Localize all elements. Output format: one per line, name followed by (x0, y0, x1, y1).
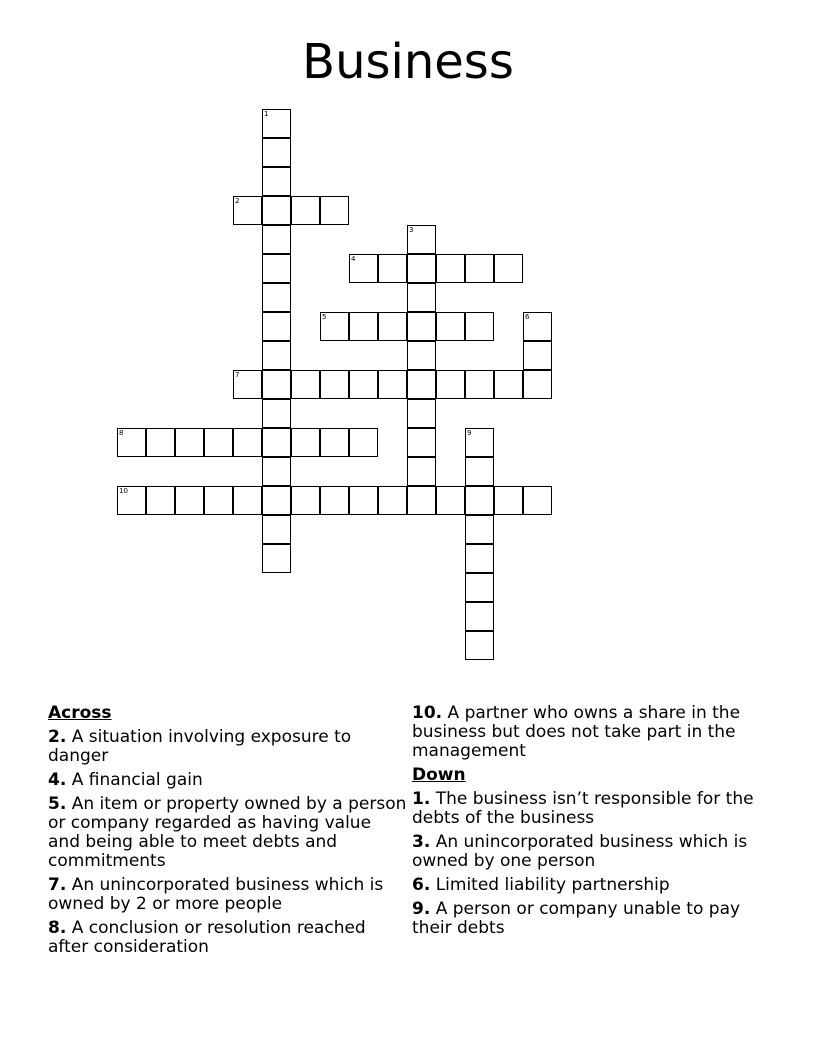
grid-cell[interactable] (320, 370, 349, 399)
clue-down-9 (412, 900, 764, 938)
cell-number: 10 (119, 487, 128, 495)
grid-cell[interactable] (146, 486, 175, 515)
cell-number: 1 (264, 110, 269, 118)
grid-cell[interactable] (204, 428, 233, 457)
clue-across-5 (48, 795, 408, 871)
grid-cell[interactable] (117, 428, 146, 457)
grid-cell[interactable] (378, 370, 407, 399)
clue-number: 3. (412, 832, 431, 852)
clue-text: A partner who owns a share in the business but does not take part in the management (412, 703, 741, 761)
grid-cell[interactable] (233, 486, 262, 515)
grid-cell[interactable] (175, 486, 204, 515)
cell-number: 4 (351, 255, 356, 263)
grid-cell[interactable] (262, 196, 291, 225)
grid-cell[interactable] (291, 370, 320, 399)
grid-cell[interactable] (494, 370, 523, 399)
grid-cell[interactable] (262, 167, 291, 196)
clue-text: An unincorporated business which is owned by one person (412, 832, 748, 871)
clue-text: Limited liability partnership (435, 875, 670, 895)
grid-cell[interactable] (349, 486, 378, 515)
down-heading: Down (412, 765, 466, 785)
grid-cell[interactable] (465, 312, 494, 341)
grid-cell[interactable] (465, 544, 494, 573)
clue-text: An item or property owned by a person or company regarded as having value and being able to meet debts and commitments (48, 794, 407, 871)
grid-cell[interactable] (146, 428, 175, 457)
grid-cell[interactable] (494, 486, 523, 515)
grid-cell[interactable] (465, 602, 494, 631)
clues-right-column (412, 704, 764, 943)
clue-number: 6. (412, 875, 431, 895)
clue-down-3 (412, 833, 764, 871)
clue-text: The business isn’t responsible for the debts of the business (412, 789, 754, 828)
grid-cell[interactable] (262, 341, 291, 370)
grid-cell[interactable] (465, 515, 494, 544)
grid-cell[interactable] (523, 341, 552, 370)
grid-cell[interactable] (320, 428, 349, 457)
grid-cell[interactable] (262, 457, 291, 486)
grid-cell[interactable] (378, 312, 407, 341)
grid-cell[interactable] (262, 370, 291, 399)
grid-cell[interactable] (465, 573, 494, 602)
grid-cell[interactable] (523, 486, 552, 515)
clue-text: A conclusion or resolution reached after consideration (48, 918, 366, 957)
across-heading: Across (48, 703, 112, 723)
grid-cell[interactable] (407, 428, 436, 457)
clue-across-7 (48, 876, 408, 914)
grid-cell[interactable] (233, 370, 262, 399)
clue-text: A person or company unable to pay their debts (412, 899, 741, 938)
grid-cell[interactable] (262, 515, 291, 544)
clue-text: An unincorporated business which is owned by 2 or more people (48, 875, 384, 914)
grid-cell[interactable] (407, 283, 436, 312)
grid-cell[interactable] (320, 196, 349, 225)
clue-number: 4. (48, 770, 67, 790)
grid-cell[interactable] (407, 399, 436, 428)
cell-number: 7 (235, 371, 240, 379)
grid-cell[interactable] (378, 486, 407, 515)
grid-cell[interactable] (117, 486, 146, 515)
grid-cell[interactable] (233, 428, 262, 457)
cell-number: 9 (467, 429, 472, 437)
grid-cell[interactable] (407, 254, 436, 283)
grid-cell[interactable] (407, 225, 436, 254)
grid-cell[interactable] (465, 486, 494, 515)
grid-cell[interactable] (204, 486, 233, 515)
page-title: Business (302, 34, 514, 90)
cell-number: 2 (235, 197, 240, 205)
clue-number: 8. (48, 918, 67, 938)
grid-cell[interactable] (291, 428, 320, 457)
clue-number: 7. (48, 875, 67, 895)
clue-text: A situation involving exposure to danger (48, 727, 352, 766)
grid-cell[interactable] (262, 399, 291, 428)
grid-cell[interactable] (262, 109, 291, 138)
clue-number: 5. (48, 794, 67, 814)
grid-cell[interactable] (262, 428, 291, 457)
grid-cell[interactable] (349, 428, 378, 457)
grid-cell[interactable] (349, 312, 378, 341)
grid-cell[interactable] (262, 312, 291, 341)
clue-down-1 (412, 790, 764, 828)
clue-across-2 (48, 728, 408, 766)
grid-cell[interactable] (233, 196, 262, 225)
grid-cell[interactable] (262, 283, 291, 312)
grid-cell[interactable] (523, 312, 552, 341)
clue-down-6 (412, 876, 764, 895)
grid-cell[interactable] (465, 457, 494, 486)
grid-cell[interactable] (436, 486, 465, 515)
clue-number: 2. (48, 727, 67, 747)
grid-cell[interactable] (378, 254, 407, 283)
grid-cell[interactable] (465, 254, 494, 283)
clue-text: A financial gain (71, 770, 203, 790)
grid-cell[interactable] (494, 254, 523, 283)
grid-cell[interactable] (465, 631, 494, 660)
grid-cell[interactable] (320, 486, 349, 515)
grid-cell[interactable] (436, 254, 465, 283)
grid-cell[interactable] (262, 254, 291, 283)
grid-cell[interactable] (523, 370, 552, 399)
grid-cell[interactable] (291, 486, 320, 515)
grid-cell[interactable] (436, 370, 465, 399)
grid-cell[interactable] (436, 312, 465, 341)
grid-cell[interactable] (465, 428, 494, 457)
clue-number: 10. (412, 703, 443, 723)
grid-cell[interactable] (465, 370, 494, 399)
grid-cell[interactable] (262, 544, 291, 573)
cell-number: 3 (409, 226, 414, 234)
cell-number: 5 (322, 313, 327, 321)
clue-across-10 (412, 704, 764, 761)
clue-across-4 (48, 771, 408, 790)
clue-number: 9. (412, 899, 431, 919)
clue-number: 1. (412, 789, 431, 809)
clue-across-8 (48, 919, 408, 957)
grid-cell[interactable] (349, 370, 378, 399)
grid-cell[interactable] (262, 138, 291, 167)
grid-cell[interactable] (262, 225, 291, 254)
grid-cell[interactable] (262, 486, 291, 515)
grid-cell[interactable] (407, 312, 436, 341)
cell-number: 6 (525, 313, 530, 321)
grid-cell[interactable] (320, 312, 349, 341)
grid-cell[interactable] (349, 254, 378, 283)
grid-cell[interactable] (175, 428, 204, 457)
cell-number: 8 (119, 429, 124, 437)
grid-cell[interactable] (407, 457, 436, 486)
grid-cell[interactable] (407, 486, 436, 515)
grid-cell[interactable] (407, 341, 436, 370)
grid-cell[interactable] (407, 370, 436, 399)
grid-cell[interactable] (291, 196, 320, 225)
clues-left-column (48, 704, 408, 962)
